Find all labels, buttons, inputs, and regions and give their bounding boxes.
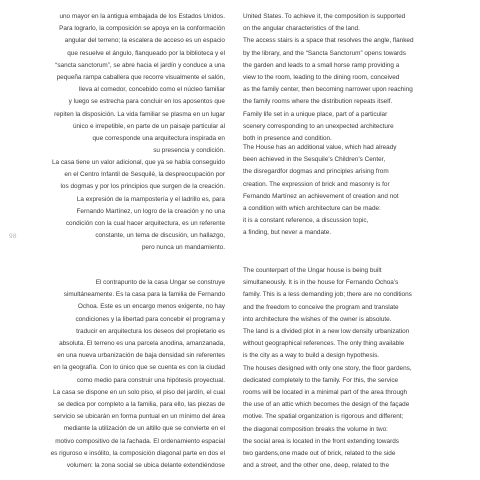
text-line: the diagonal composition breaks the volume in two: [243,425,388,433]
text-line: su presencia y condición. [153,147,225,155]
text-line: único e irrepetible, en parte de un paisaje particular al [72,122,225,130]
text-line: Fernando Martínez an achievement of creation and not [243,192,399,200]
text-line: The land is a divided plot in a new low density urbanization [243,328,410,335]
page-number: 98 [9,233,17,240]
text-line: pequeña rampa caballera que recorre visualmente el salón, [56,74,225,81]
text-line: en el Centro Infantil de Sesquilé, la despreocupación por [64,171,225,179]
text-line: constante, un tema de discusión, un hallazgo, [95,232,225,240]
text-line: both in presence and condition. [243,135,332,142]
text-line: simultáneamente. Es la casa para la familia de Fernando [63,291,225,299]
text-line: volumen: la zona social se ubica delante extendiéndose [66,462,225,469]
text-line: view to the room, leading to the dining room, conceived [243,74,400,81]
text-line: Para lograrlo, la composición se apoya en la conformación [59,25,225,33]
text-line: angular del terreno; la escalera de acceso es un espacio [64,37,225,45]
text-line: it is a constant reference, a discussion topic, [243,217,369,225]
text-line: mediante la utilización de un altillo que se convierte en el [63,425,225,433]
text-line: que resuelve el ángulo, flanqueado por la biblioteca y el [67,49,225,57]
text-line: repiten la disposición. La vida familiar se plasma en un lugar [54,110,225,118]
text-line: on the angular characteristics of the land. [243,25,360,33]
text-line: The access stairs is a space that resolves the angle, flanked [243,37,414,45]
text-line: se dedica por completo a la familia, para ello, las piezas de [57,401,225,408]
text-line: The House has an additional value, which had already [243,144,397,151]
text-line: family. This is a less demanding job; there are no conditions [243,291,412,299]
text-line: servicio se ubicarán en forma puntual en un mínimo del área [53,413,225,421]
text-line: been achieved in the Sesquile’s Children’s Center, [243,156,386,164]
text-line: a condition with which architecture can be made: [243,205,381,212]
text-line: the family rooms where the distribution repeats itself. [243,98,393,106]
text-line: The counterpart of the Ungar house is being built [243,267,382,274]
text-line: without geographical references. The only thing available [243,340,405,348]
text-line: Ochoa. Este es un encargo menos exigente, no hay [77,303,225,311]
text-line: as the family center, then becoming narrower upon reaching [243,86,413,94]
text-line: the social area is located in the front extending towards [243,437,399,445]
text-line: dedicated completely to the family. For this, the service [243,376,399,384]
text-line: los dogmas y por los principios que surgen de la creación. [60,183,225,191]
text-line: en la geografía. Con lo único que se cuenta es con la ciudad [53,364,225,372]
text-line: United States. To achieve it, the composition is supported [243,13,406,20]
text-line: two gardens,one made out of brick, related to the side [243,450,396,457]
text-line: condiciones y la libertad para concebir el programa y [75,315,225,323]
text-line: a finding, but never a mandate. [243,229,332,237]
text-line: by the library, and the “Sancta Sanctorum” opens towards [243,49,406,57]
text-line: pero nunca un mandamiento. [141,244,225,252]
text-line: La casa tiene un valor adicional, que ya se había conseguido [51,159,225,166]
text-line: scenery corresponding to an unexpected architecture [243,122,394,130]
text-line: Fernando Martínez, un logro de la creación y no una [76,207,225,215]
text-line: creation. The expression of brick and masonry is for [243,180,390,188]
text-line: y luego se estrecha para concluir en los aposentos que [68,98,225,106]
text-line: into architecture the wishes of the owner is absolute. [243,315,392,323]
text-line: en una nueva urbanización de baja densidad sin referentes [57,352,225,360]
text-line: La expresión de la mampostería y el ladrillo es, para [76,195,225,203]
text-line: “sancta sanctorum”, se abre hacia el jardín y conduce a una [55,61,225,69]
text-line: and the freedom to conceive the program and translate [243,303,399,311]
text-line: que corresponde una arquitectura inspirada en [92,135,225,142]
text-line: El contrapunto de la casa Ungar se construye [95,279,225,286]
text-line: Family life set in a unique place, part of a particular [243,110,388,118]
text-line: the garden and leads to a small horse ramp providing a [243,61,400,69]
text-line: La casa se dispone en un solo piso, el piso del jardín, el cual [53,388,225,396]
text-line: traducir en arquitectura los deseos del propietario es [76,327,225,335]
text-line: the disregardfor dogmas and principles arising from [243,168,389,176]
text-line: simultaneously. It is in the house for Fernando Ochoa’s [243,279,399,287]
text-line: rooms will be located in a minimal part of the area through [243,389,408,396]
text-line: motive. The spatial organization is rigorous and different; [243,413,404,421]
text-line: como medio para construir una hipótesis proyectual. [76,376,225,384]
text-line: motivo compositivo de la fachada. El ordenamiento espacial [55,437,225,445]
text-line: absoluta. El terreno es una parcela anodina, amanzanada, [59,340,225,347]
text-line: uno mayor en la antigua embajada de los Estados Unidos. [59,13,225,20]
text-line: The houses designed with only one story, the floor gardens, [243,364,412,372]
text-line: lleva al comedor, concebido como el núcleo familiar [79,86,225,94]
text-line: the use of an attic which becomes the design of the façade [243,401,410,409]
text-line: es riguroso e insólito, la composición diagonal parte en dos el [50,449,225,457]
text-line: is the city as a way to build a design hypothesis. [243,352,380,360]
text-line: and a street, and the other one, deep, related to the [243,462,390,470]
text-line: condición con la cual hacer arquitectura, es un referente [65,220,225,227]
